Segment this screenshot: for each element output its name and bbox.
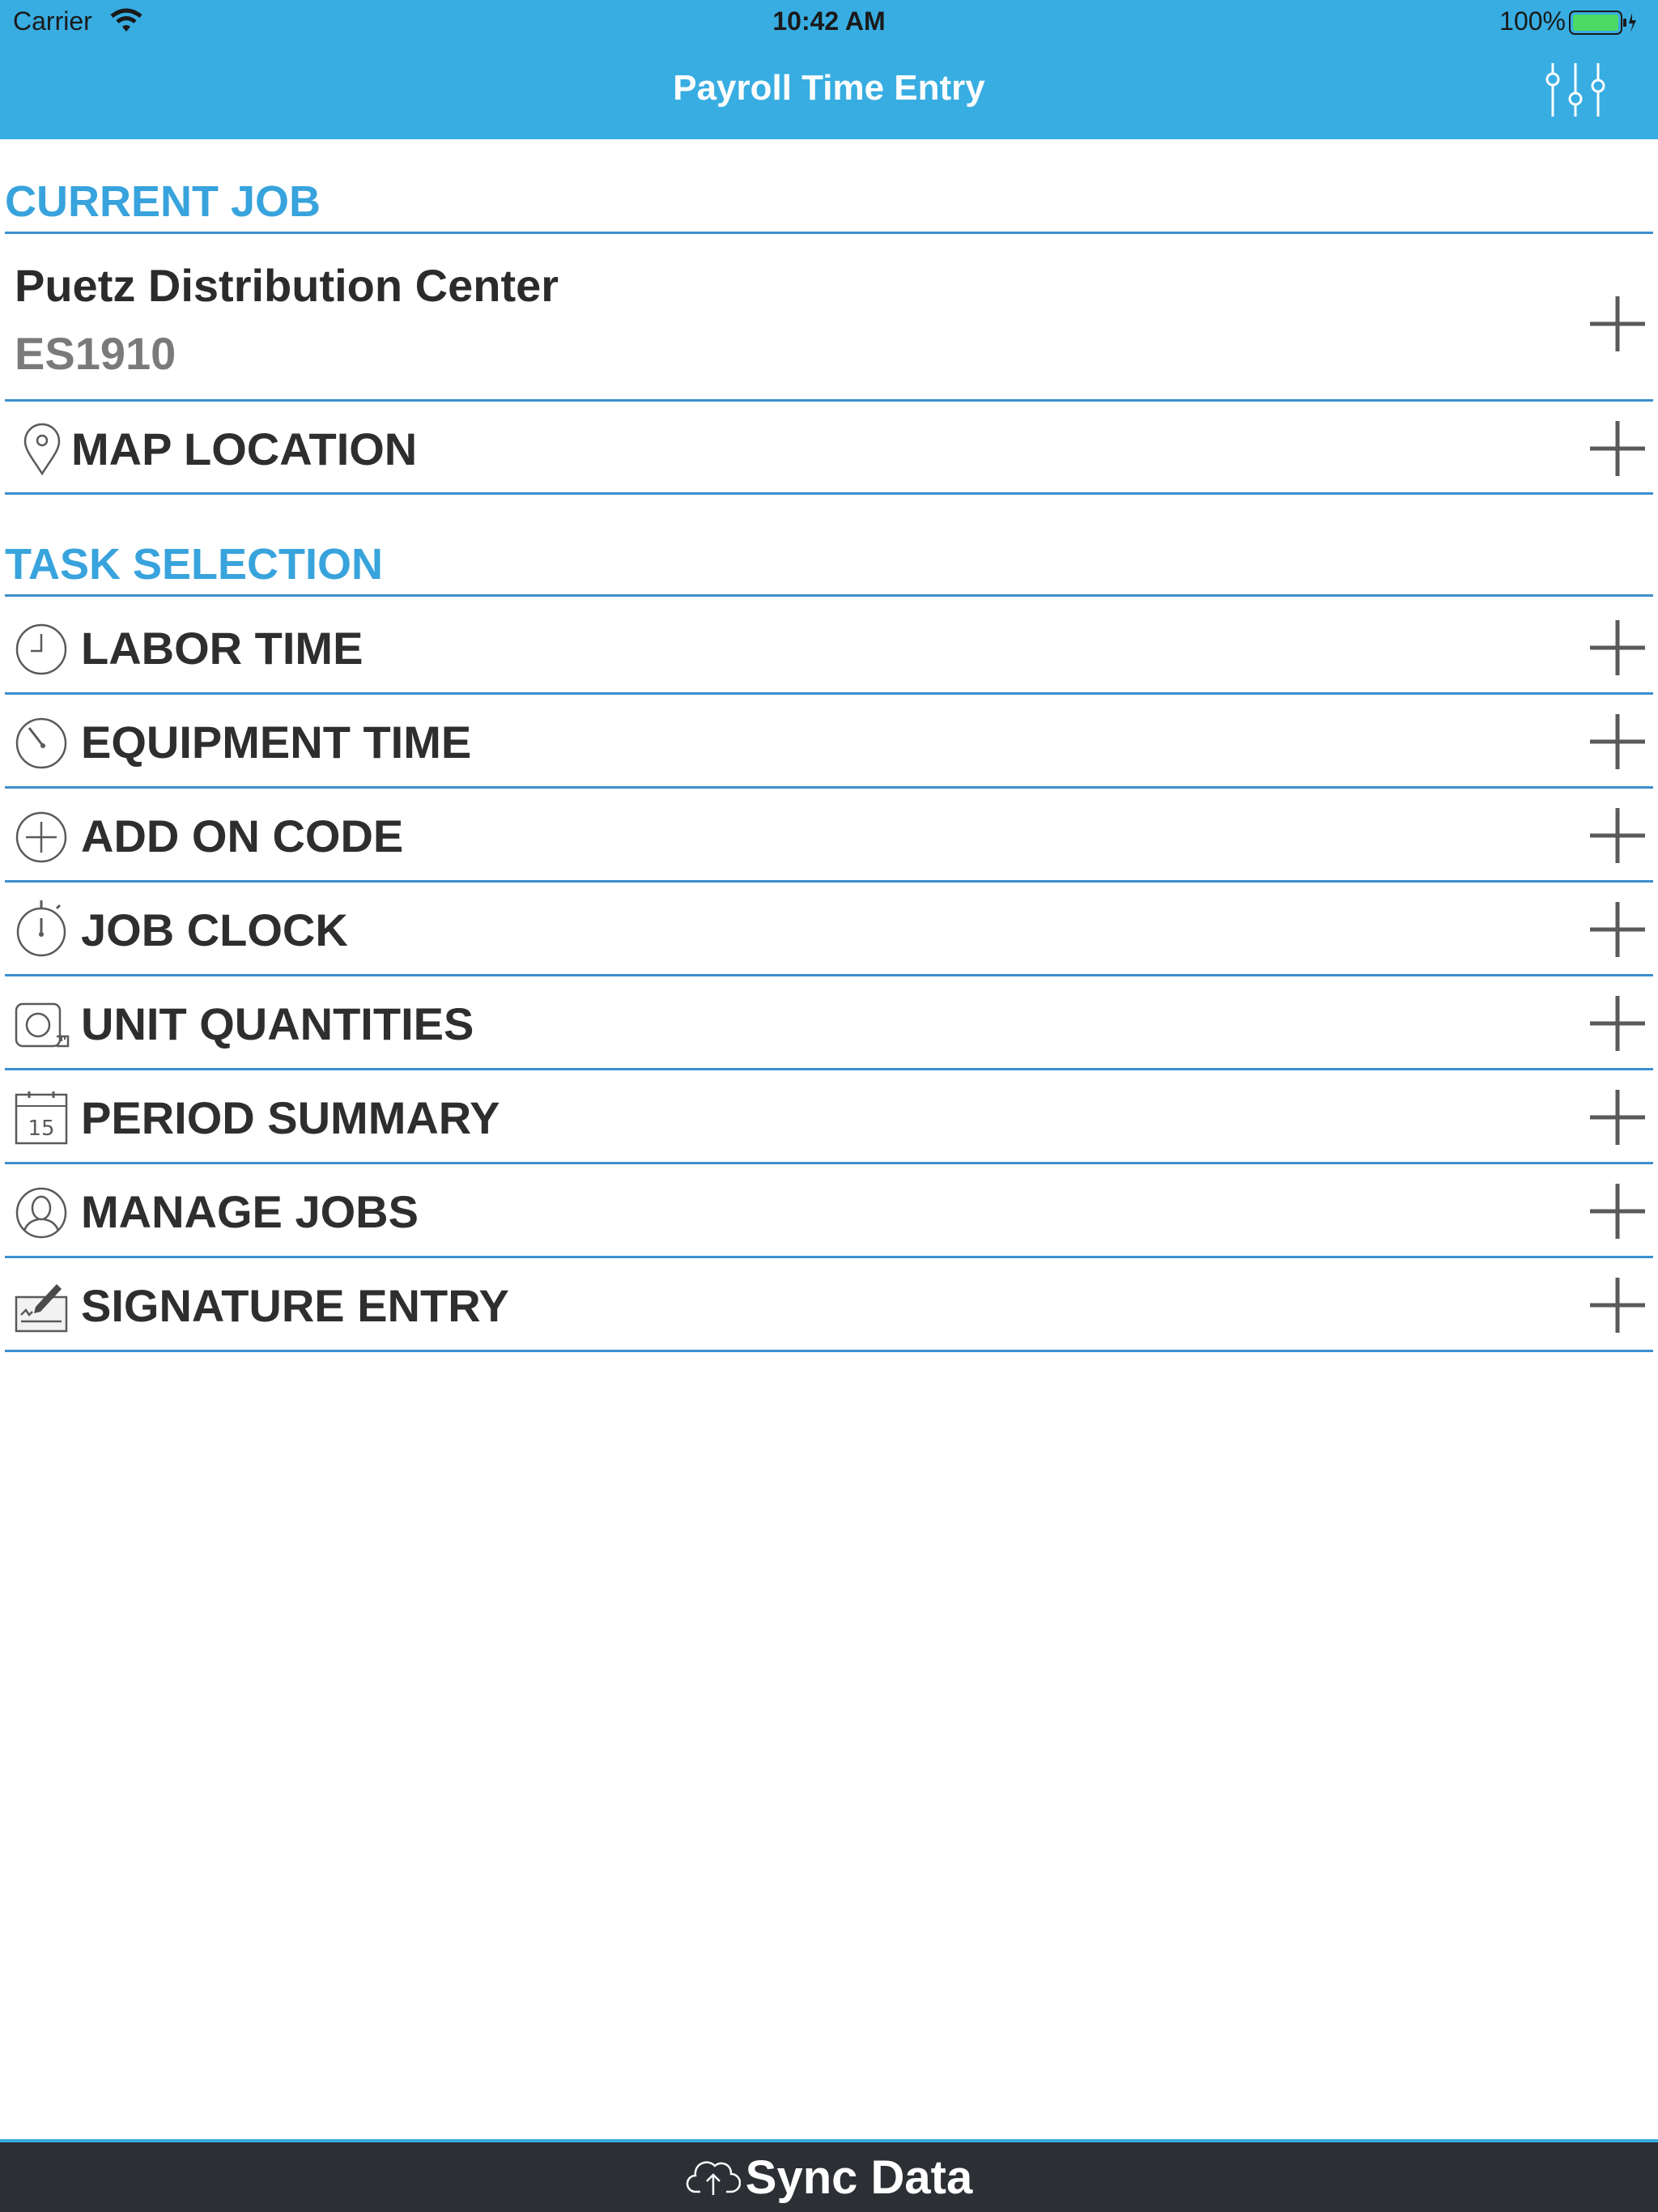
page-title: Payroll Time Entry (673, 68, 985, 108)
plus-icon[interactable] (1588, 1182, 1647, 1244)
task-label: UNIT QUANTITIES (81, 998, 474, 1049)
task-row-period-summary[interactable] (5, 1070, 1653, 1164)
task-label: ADD ON CODE (81, 810, 404, 861)
plus-icon[interactable] (1588, 1088, 1647, 1151)
plus-circle-icon (15, 810, 68, 868)
plus-icon[interactable] (1588, 806, 1647, 869)
battery-icon (1569, 10, 1637, 42)
plus-icon[interactable] (1588, 619, 1647, 681)
task-row-add-on-code[interactable] (5, 789, 1653, 883)
task-row-job-clock[interactable] (5, 883, 1653, 976)
current-job-row[interactable] (5, 236, 1653, 402)
current-job-section-title: CURRENT JOB (5, 177, 1653, 234)
sync-data-button[interactable] (0, 2139, 1658, 2212)
plus-icon[interactable] (1588, 295, 1647, 357)
task-label: MANAGE JOBS (81, 1186, 419, 1237)
map-location-label: MAP LOCATION (71, 423, 418, 474)
plus-icon[interactable] (1588, 419, 1647, 482)
task-row-signature-entry[interactable] (5, 1258, 1653, 1352)
plus-icon[interactable] (1588, 994, 1647, 1057)
battery-percentage: 100% (1499, 6, 1566, 36)
carrier-label: Carrier (13, 6, 92, 36)
task-label: LABOR TIME (81, 623, 363, 674)
task-label: JOB CLOCK (81, 904, 348, 955)
task-row-unit-quantities[interactable] (5, 976, 1653, 1070)
svg-text:15: 15 (28, 1117, 55, 1141)
sliders-icon[interactable] (1545, 62, 1606, 122)
sync-data-label: Sync Data (745, 2150, 973, 2204)
job-code: ES1910 (15, 328, 176, 379)
map-location-row[interactable] (5, 402, 1653, 495)
stopwatch-icon (15, 899, 68, 963)
plus-icon[interactable] (1588, 900, 1647, 963)
job-name: Puetz Distribution Center (15, 260, 559, 311)
task-label: SIGNATURE ENTRY (81, 1280, 509, 1331)
plus-icon[interactable] (1588, 1276, 1647, 1338)
plus-icon[interactable] (1588, 713, 1647, 775)
task-row-labor-time[interactable] (5, 601, 1653, 695)
map-pin-icon (23, 423, 62, 480)
task-row-manage-jobs[interactable] (5, 1164, 1653, 1258)
status-time: 10:42 AM (772, 6, 886, 36)
app-header (0, 0, 1658, 139)
status-bar (0, 0, 1658, 45)
clock-icon (15, 623, 68, 680)
user-icon (15, 1186, 68, 1244)
tape-measure-icon (15, 1001, 70, 1055)
task-label: EQUIPMENT TIME (81, 717, 472, 768)
task-selection-section-title: TASK SELECTION (5, 539, 1653, 597)
task-row-equipment-time[interactable] (5, 695, 1653, 789)
timer-icon (15, 717, 68, 774)
calendar-icon (15, 1090, 68, 1149)
signature-icon (15, 1279, 68, 1337)
cloud-upload-icon (686, 2155, 741, 2201)
task-label: PERIOD SUMMARY (81, 1092, 500, 1143)
